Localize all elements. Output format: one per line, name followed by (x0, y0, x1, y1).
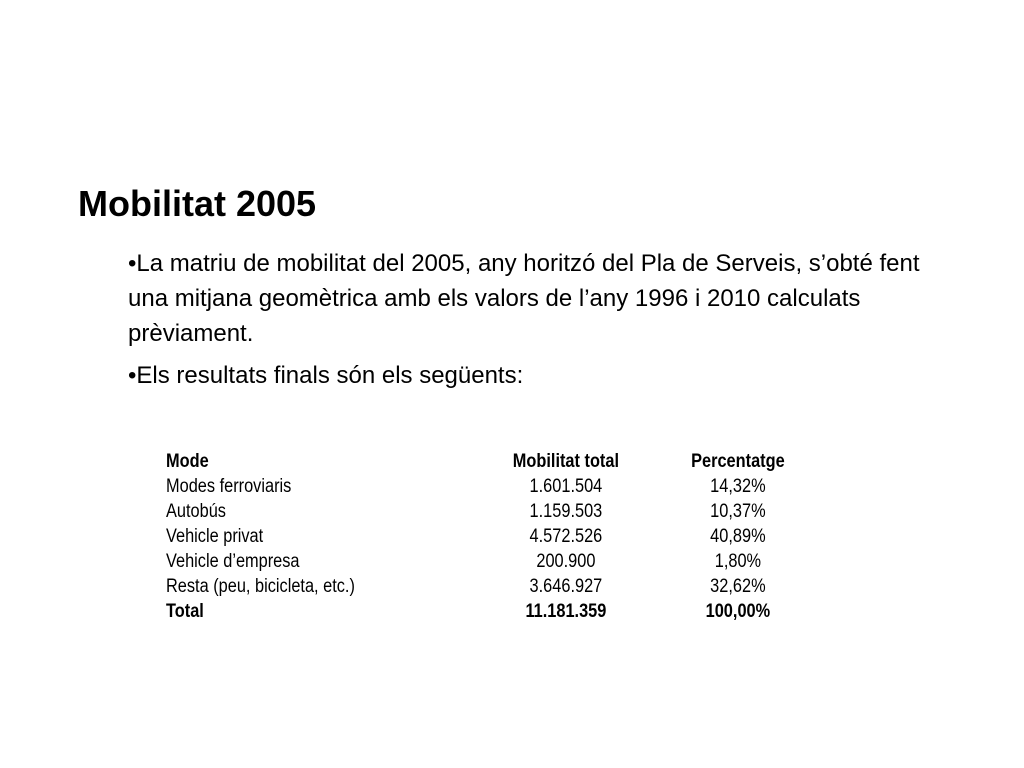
table-row (166, 549, 798, 574)
cell-total: 200.900 (536, 551, 596, 572)
cell-percentage: 40,89% (710, 526, 766, 547)
cell-mode: Vehicle d’empresa (166, 551, 300, 572)
cell-mode: Autobús (166, 501, 226, 522)
cell-total: 1.601.504 (529, 476, 603, 497)
table-row (166, 499, 798, 524)
bullet-marker: • (128, 362, 137, 389)
cell-total-percentage: 100,00% (705, 601, 771, 622)
table-row (166, 524, 798, 549)
cell-total: 1.159.503 (529, 501, 603, 522)
cell-percentage: 1,80% (714, 551, 762, 572)
bullet-item (128, 358, 958, 393)
cell-total-label: Total (166, 601, 204, 622)
cell-total: 3.646.927 (529, 576, 603, 597)
table-row (166, 574, 798, 599)
bullet-list (128, 246, 958, 400)
cell-mode: Modes ferroviaris (166, 476, 292, 497)
bullet-text: Els resultats finals són els següents: (136, 362, 524, 389)
table-total-row (166, 599, 798, 624)
cell-total: 4.572.526 (529, 526, 603, 547)
header-mode: Mode (166, 451, 209, 472)
cell-mode: Vehicle privat (166, 526, 264, 547)
table-header-row (166, 449, 798, 474)
slide-title: Mobilitat 2005 (78, 183, 317, 224)
cell-percentage: 10,37% (710, 501, 766, 522)
cell-total-value: 11.181.359 (525, 601, 607, 622)
bullet-marker: • (128, 250, 137, 277)
cell-mode: Resta (peu, bicicleta, etc.) (166, 576, 355, 597)
results-table (166, 449, 798, 624)
cell-percentage: 32,62% (710, 576, 766, 597)
header-total: Mobilitat total (512, 451, 619, 472)
header-percentage: Percentatge (691, 451, 785, 472)
bullet-item (128, 246, 958, 351)
bullet-text: La matriu de mobilitat del 2005, any horitzó del Pla de Serveis, s’obté fent una mitjana geomètrica amb els valors de l’any 1996 i 2010 calculats prèviament. (128, 250, 920, 347)
table-row (166, 474, 798, 499)
cell-percentage: 14,32% (710, 476, 766, 497)
